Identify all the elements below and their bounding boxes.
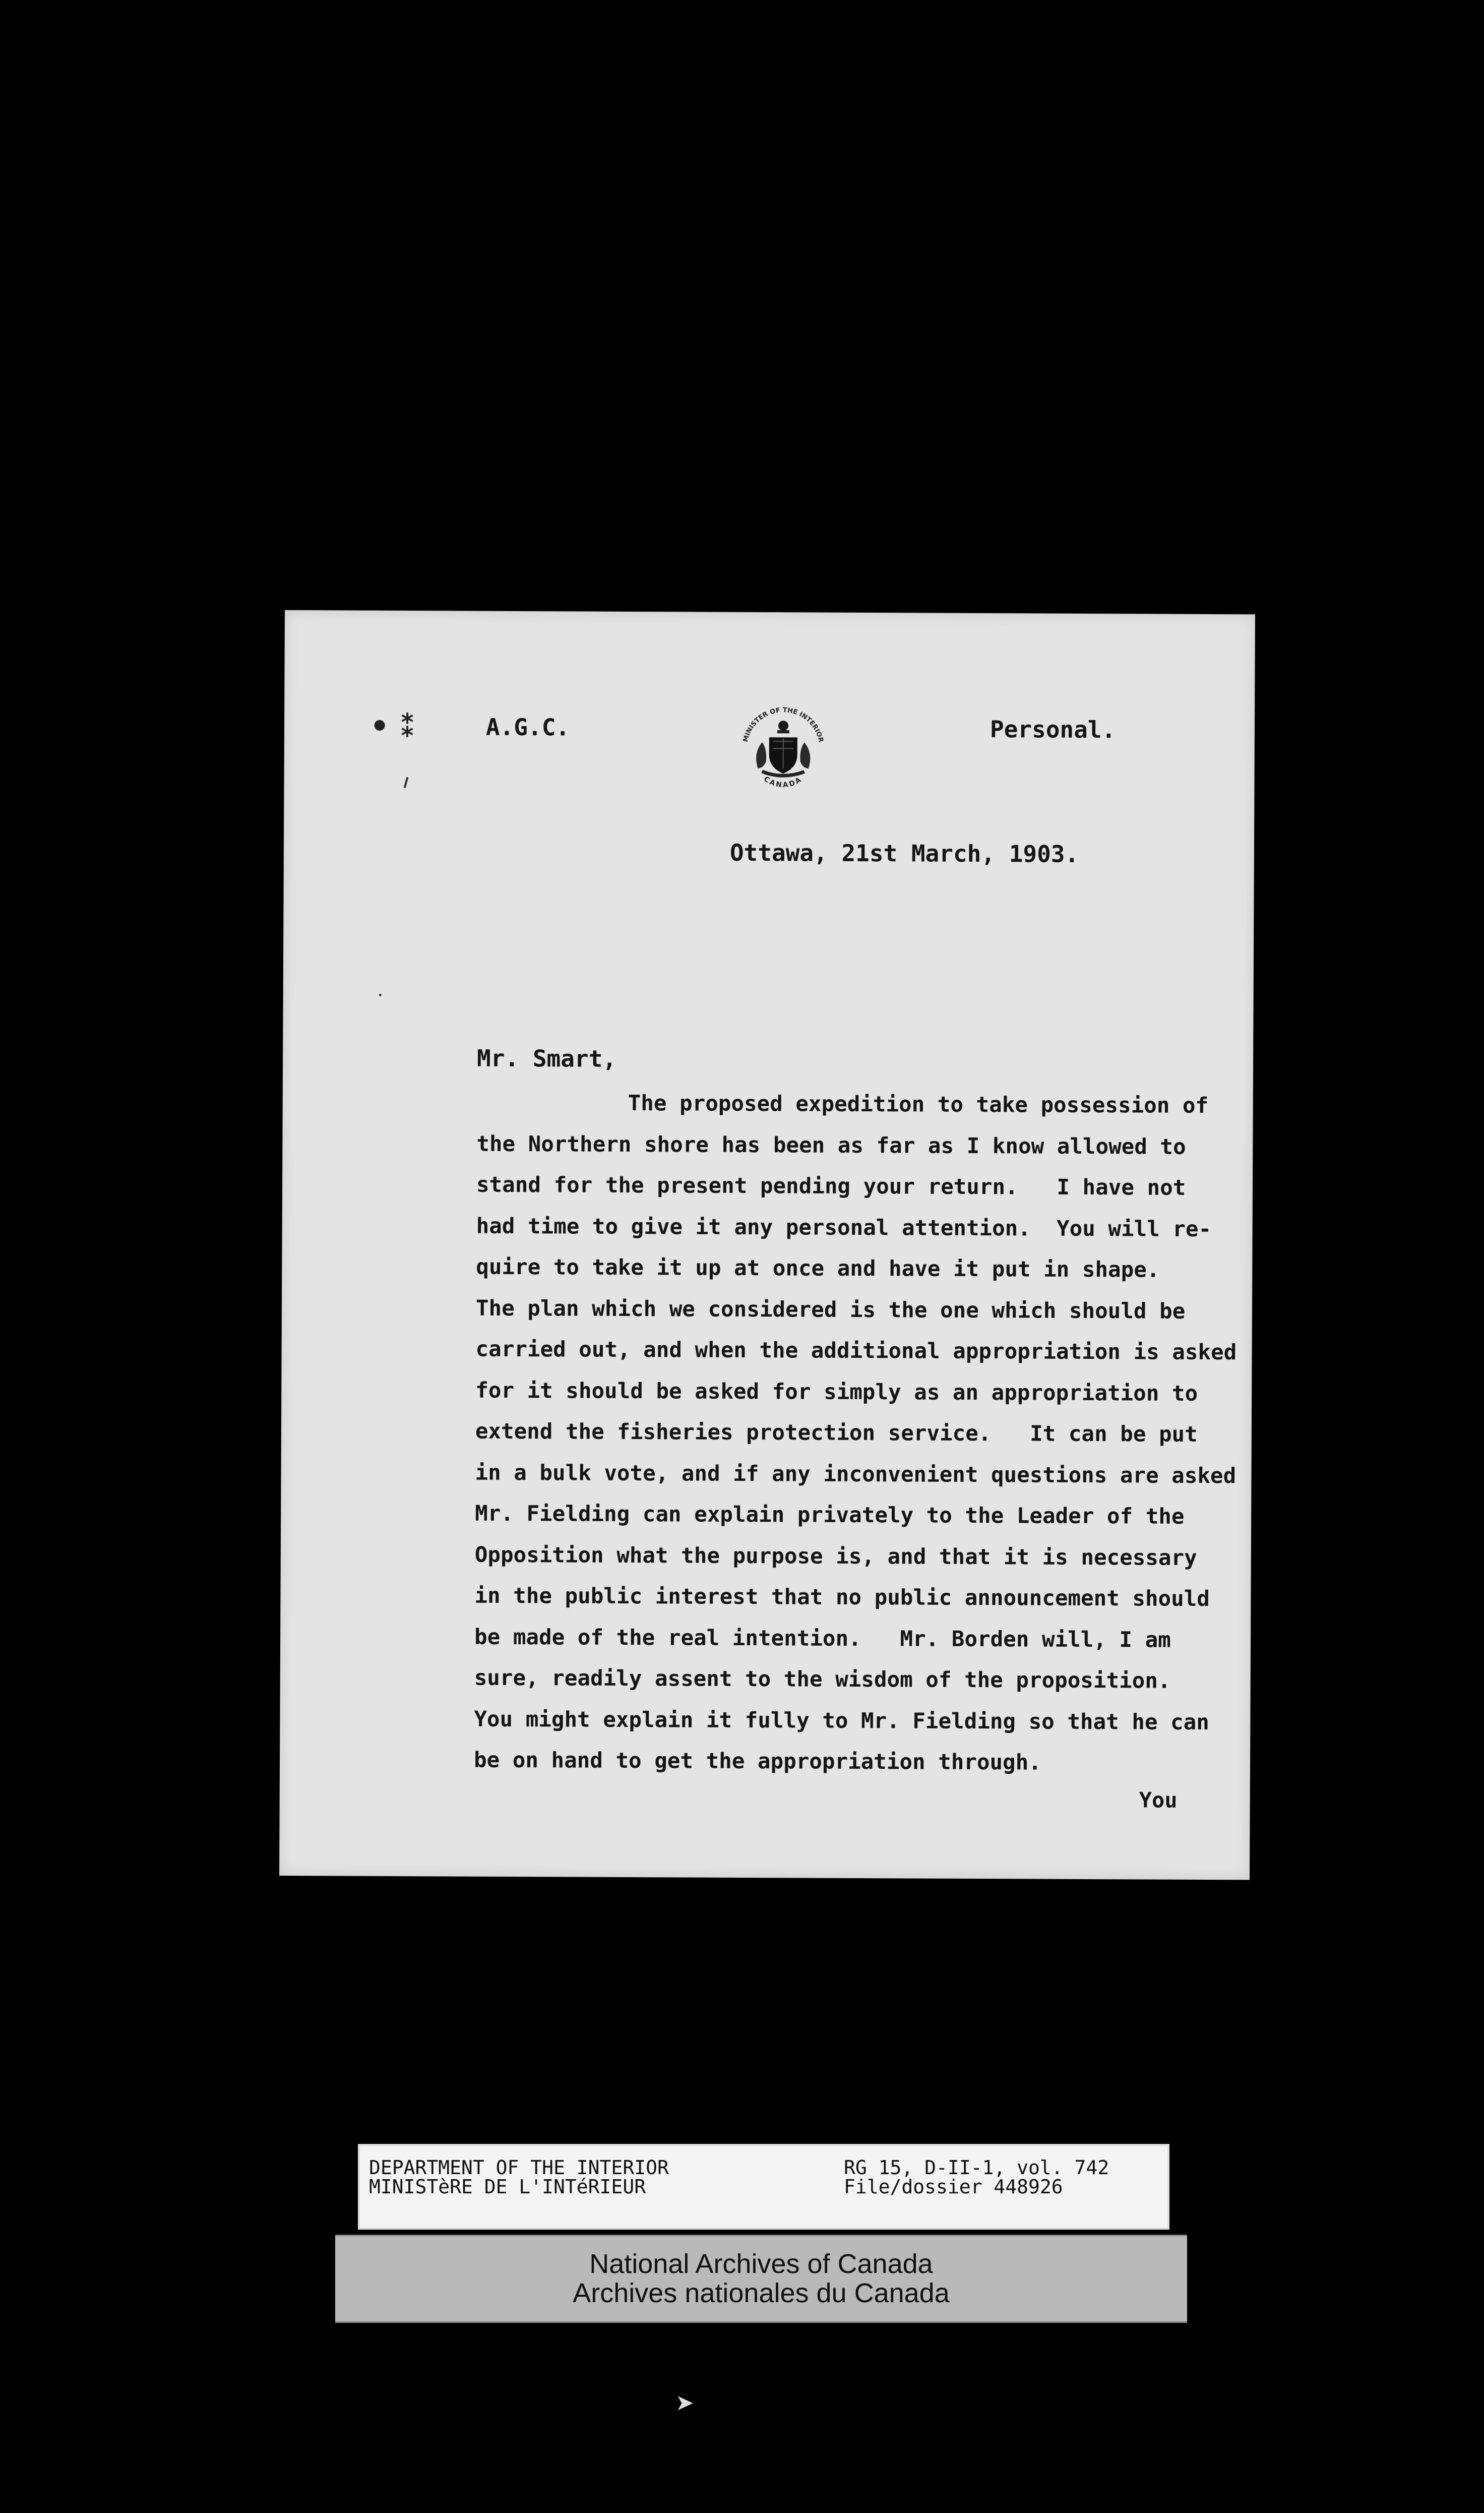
- body-line: had time to give it any personal attention. You will re-: [476, 1214, 1212, 1242]
- dateline: Ottawa, 21st March, 1903.: [729, 839, 1079, 868]
- body-line: The proposed expedition to take possession of: [628, 1091, 1209, 1119]
- salutation: Mr. Smart,: [477, 1044, 617, 1072]
- catchword: You: [1139, 1787, 1178, 1813]
- body-line: be made of the real intention. Mr. Borden will, I am: [474, 1625, 1171, 1653]
- file-reference: A.G.C.: [485, 713, 570, 741]
- body-line: Opposition what the purpose is, and that it is necessary: [474, 1542, 1197, 1571]
- margin-mark: • ⁑: [369, 708, 416, 745]
- body-line: in the public interest that no public announcement should: [474, 1583, 1210, 1612]
- body-line: stand for the present pending your return. I have not: [476, 1172, 1186, 1201]
- letter-page: [279, 610, 1255, 1880]
- body-line: You might explain it fully to Mr. Fielding so that he can: [474, 1707, 1209, 1735]
- personal-marking: Personal.: [990, 715, 1116, 744]
- pointer-mark-icon: ➤: [675, 2390, 694, 2416]
- letter-body: [473, 1083, 1237, 1784]
- department-french: MINISTèRE DE L'INTéRIEUR: [369, 2176, 646, 2198]
- archive-reference-label: [358, 2144, 1169, 2230]
- coat-of-arms-crest-icon: [732, 698, 834, 799]
- stray-mark: [379, 994, 382, 996]
- body-line: quire to take it up at once and have it put in shape.: [476, 1254, 1160, 1283]
- record-group-reference: RG 15, D-II-1, vol. 742: [844, 2157, 1109, 2179]
- svg-text:MINISTER OF THE INTERIOR: MINISTER OF THE INTERIOR: [741, 706, 825, 743]
- svg-text:CANADA: CANADA: [762, 775, 804, 790]
- archive-name-french: Archives nationales du Canada: [573, 2278, 950, 2308]
- body-line: sure, readily assent to the wisdom of the proposition.: [474, 1665, 1171, 1694]
- department-english: DEPARTMENT OF THE INTERIOR: [369, 2157, 669, 2179]
- body-line: in a bulk vote, and if any inconvenient questions are asked: [475, 1460, 1236, 1488]
- body-line: extend the fisheries protection service. It can be put: [475, 1419, 1198, 1447]
- body-line: for it should be asked for simply as an appropriation to: [475, 1378, 1198, 1406]
- body-line: the Northern shore has been as far as I know allowed to: [476, 1131, 1186, 1160]
- body-line: The plan which we considered is the one which should be: [475, 1296, 1186, 1324]
- body-line: Mr. Fielding can explain privately to the Leader of the: [475, 1501, 1185, 1529]
- stray-mark: [404, 777, 409, 788]
- archive-name-english: National Archives of Canada: [589, 2249, 933, 2279]
- national-archives-banner: [335, 2235, 1187, 2323]
- body-line: carried out, and when the additional appropriation is asked: [475, 1337, 1237, 1365]
- file-dossier-number: File/dossier 448926: [844, 2176, 1063, 2198]
- body-line: be on hand to get the appropriation through.: [473, 1748, 1041, 1775]
